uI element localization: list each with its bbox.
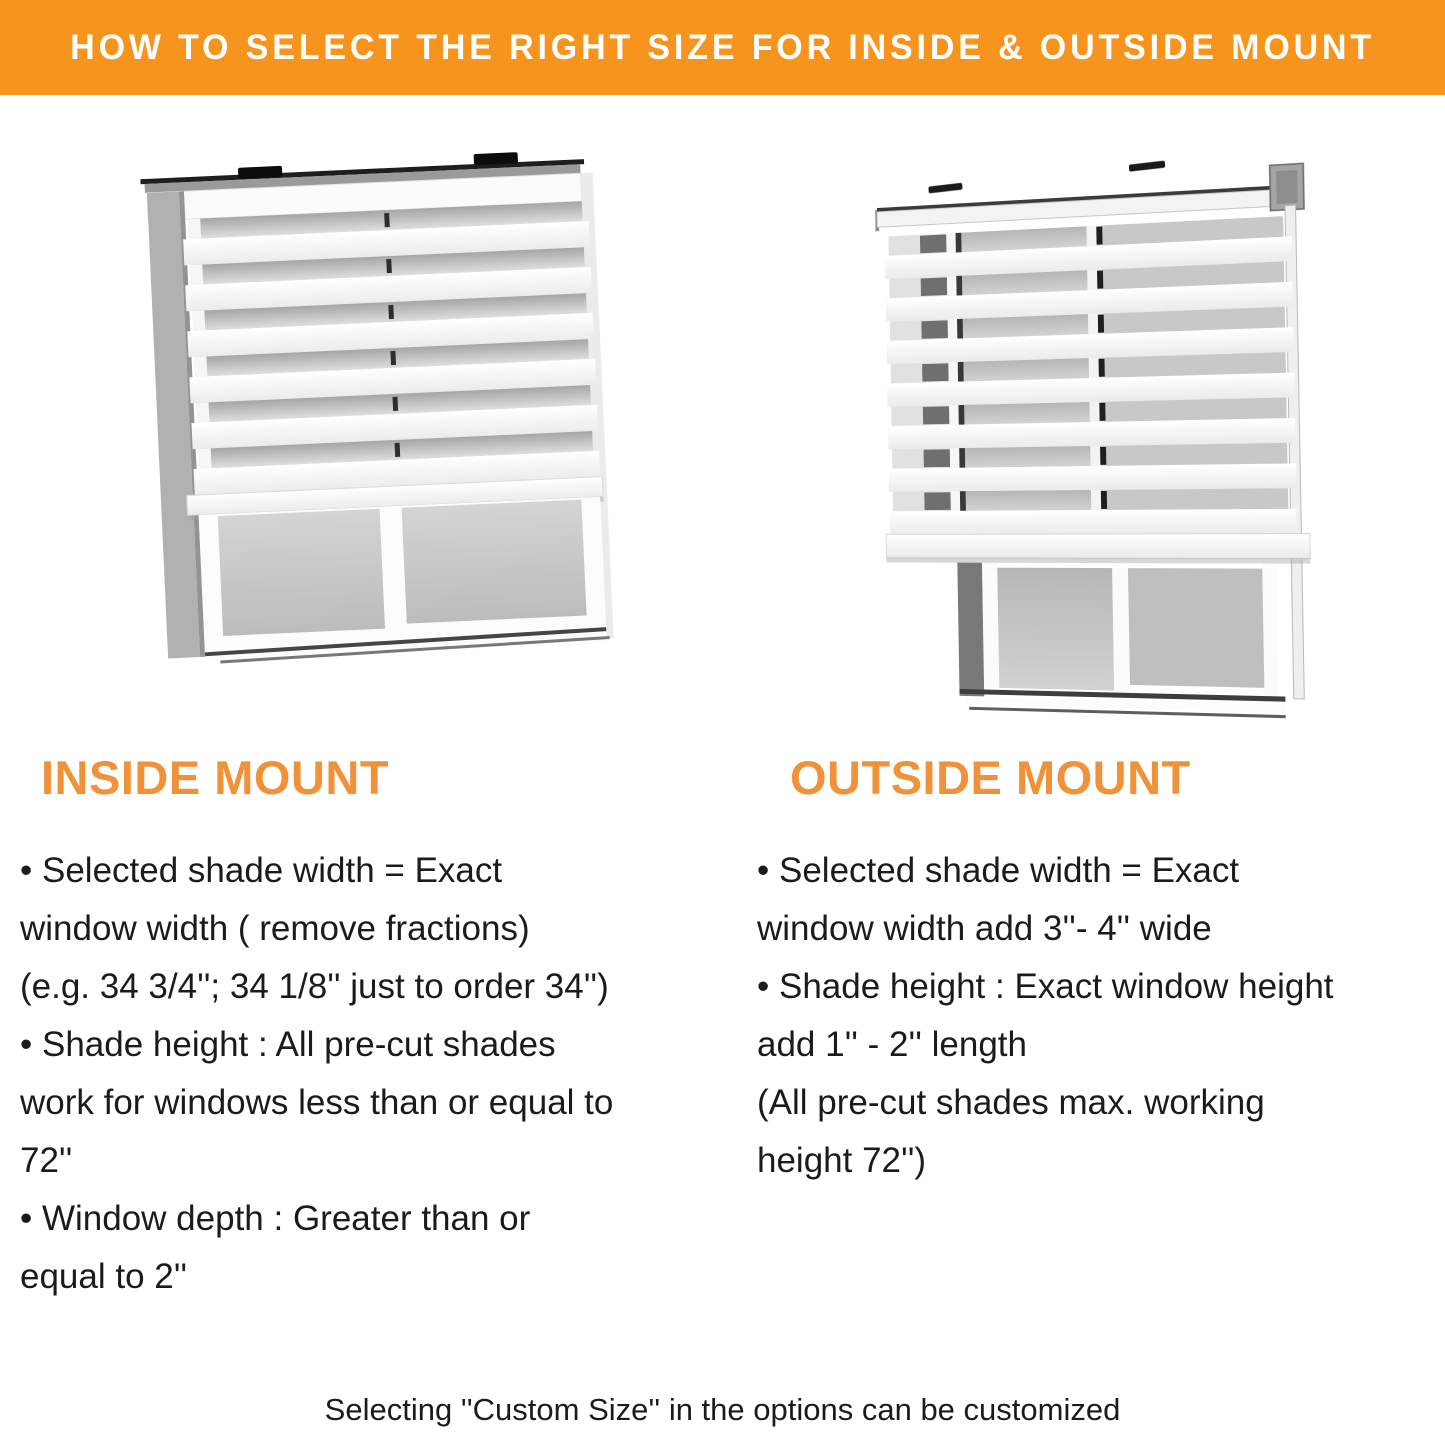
instruction-line: add 1'' - 2'' length (757, 1025, 1027, 1064)
instruction-line: • Shade height : Exact window height (757, 967, 1334, 1006)
instruction-line: (e.g. 34 3/4''; 34 1/8'' just to order 34'') (20, 967, 609, 1006)
window-panes (199, 497, 610, 665)
bottom-rail (886, 534, 1310, 559)
instruction-line: • Selected shade width = Exact (757, 851, 1240, 890)
banner-title: HOW TO SELECT THE RIGHT SIZE FOR INSIDE & OUTSIDE MOUNT (70, 27, 1375, 67)
inside-mount-instructions (20, 842, 720, 1306)
instruction-line: (All pre-cut shades max. working (757, 1083, 1265, 1122)
window-panes (957, 563, 1285, 719)
zebra-shade (881, 215, 1310, 564)
inside-mount-window-drawing (136, 141, 653, 719)
outside-mount-illustration (862, 146, 1322, 726)
custom-size-note: Selecting ''Custom Size'' in the options can be customized (324, 1392, 1121, 1427)
inside-mount-heading: INSIDE MOUNT (41, 751, 390, 804)
zebra-shade (174, 201, 603, 521)
outside-mount-instructions (757, 842, 1445, 1190)
outside-mount-window-drawing (869, 131, 1333, 733)
side-channel (1285, 205, 1304, 699)
banner (0, 0, 1445, 95)
instruction-line: window width add 3''- 4'' wide (757, 909, 1212, 948)
instruction-line: • Window depth : Greater than or (20, 1199, 531, 1238)
instruction-line: equal to 2'' (20, 1257, 188, 1296)
instruction-line: • Selected shade width = Exact (20, 851, 503, 890)
instruction-line: height 72'') (757, 1141, 927, 1180)
instruction-line: window width ( remove fractions) (20, 909, 530, 948)
instruction-line: 72'' (20, 1141, 73, 1180)
instruction-line: • Shade height : All pre-cut shades (20, 1025, 556, 1064)
instruction-line: work for windows less than or equal to (20, 1083, 614, 1122)
inside-mount-illustration (148, 152, 640, 708)
outside-mount-heading: OUTSIDE MOUNT (790, 751, 1191, 804)
